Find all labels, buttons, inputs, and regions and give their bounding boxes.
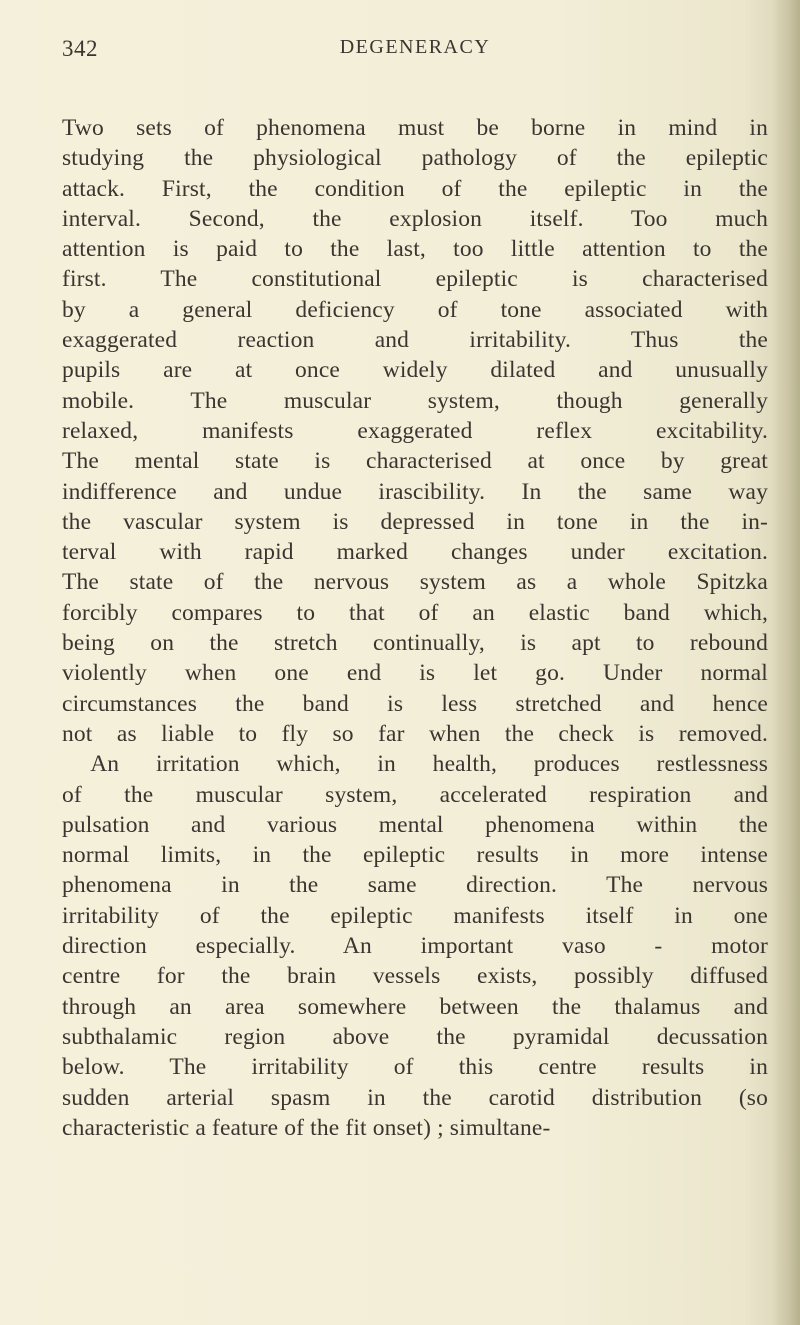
running-title: DEGENERACY: [339, 36, 491, 58]
text-line: relaxed, manifests exaggerated reflex excitability.: [62, 417, 768, 444]
body-paragraph: [62, 113, 768, 1143]
text-line: attention is paid to the last, too little attention to the: [62, 236, 768, 263]
text-line: phenomena in the same direction. The nervous: [62, 872, 768, 899]
text-line: studying the physiological pathology of the epileptic: [62, 145, 768, 172]
text-line: pupils are at once widely dilated and unusually: [62, 357, 768, 384]
text-line: not as liable to fly so far when the check is removed.: [62, 720, 768, 747]
text-line: normal limits, in the epileptic results in more intense: [62, 842, 768, 869]
text-line: pulsation and various mental phenomena within the: [62, 811, 768, 838]
text-line: irritability of the epileptic manifests itself in one: [62, 902, 768, 929]
page-number: 342: [62, 36, 98, 61]
text-line: below. The irritability of this centre results in: [62, 1054, 768, 1081]
text-line: being on the stretch continually, is apt to rebound: [62, 630, 768, 657]
text-line: Two sets of phenomena must be borne in mind in: [62, 115, 768, 141]
text-line: exaggerated reaction and irritability. Thus the: [62, 327, 768, 354]
text-line: through an area somewhere between the thalamus and: [62, 993, 768, 1020]
text-line: interval. Second, the explosion itself. Too much: [62, 205, 768, 232]
text-line: forcibly compares to that of an elastic band which,: [62, 599, 768, 626]
text-line: subthalamic region above the pyramidal decussation: [62, 1023, 768, 1050]
text-line: mobile. The muscular system, though generally: [62, 387, 768, 414]
text-line: the vascular system is depressed in tone in the in-: [62, 508, 768, 535]
text-line: sudden arterial spasm in the carotid distribution (so: [62, 1084, 768, 1111]
text-line: characteristic a feature of the fit onset) ; simultane-: [62, 1114, 551, 1141]
running-head: [62, 36, 768, 66]
text-line: direction especially. An important vaso - motor: [62, 933, 768, 960]
text-line: indifference and undue irascibility. In the same way: [62, 478, 768, 505]
text-line: attack. First, the condition of the epileptic in the: [62, 175, 768, 202]
text-line: first. The constitutional epileptic is characterised: [62, 266, 768, 293]
text-line: by a general deficiency of tone associated with: [62, 296, 768, 323]
page-edge-shadow: [772, 0, 800, 1325]
text-line: terval with rapid marked changes under excitation.: [62, 539, 768, 566]
text-line: An irritation which, in health, produces restlessness: [90, 751, 768, 778]
text-line: centre for the brain vessels exists, possibly diffused: [62, 963, 768, 990]
text-line: The state of the nervous system as a whole Spitzka: [62, 569, 768, 596]
text-line: The mental state is characterised at once by great: [62, 448, 768, 475]
text-line: circumstances the band is less stretched and hence: [62, 690, 768, 717]
text-line: violently when one end is let go. Under normal: [62, 660, 768, 687]
text-line: of the muscular system, accelerated respiration and: [62, 781, 768, 808]
